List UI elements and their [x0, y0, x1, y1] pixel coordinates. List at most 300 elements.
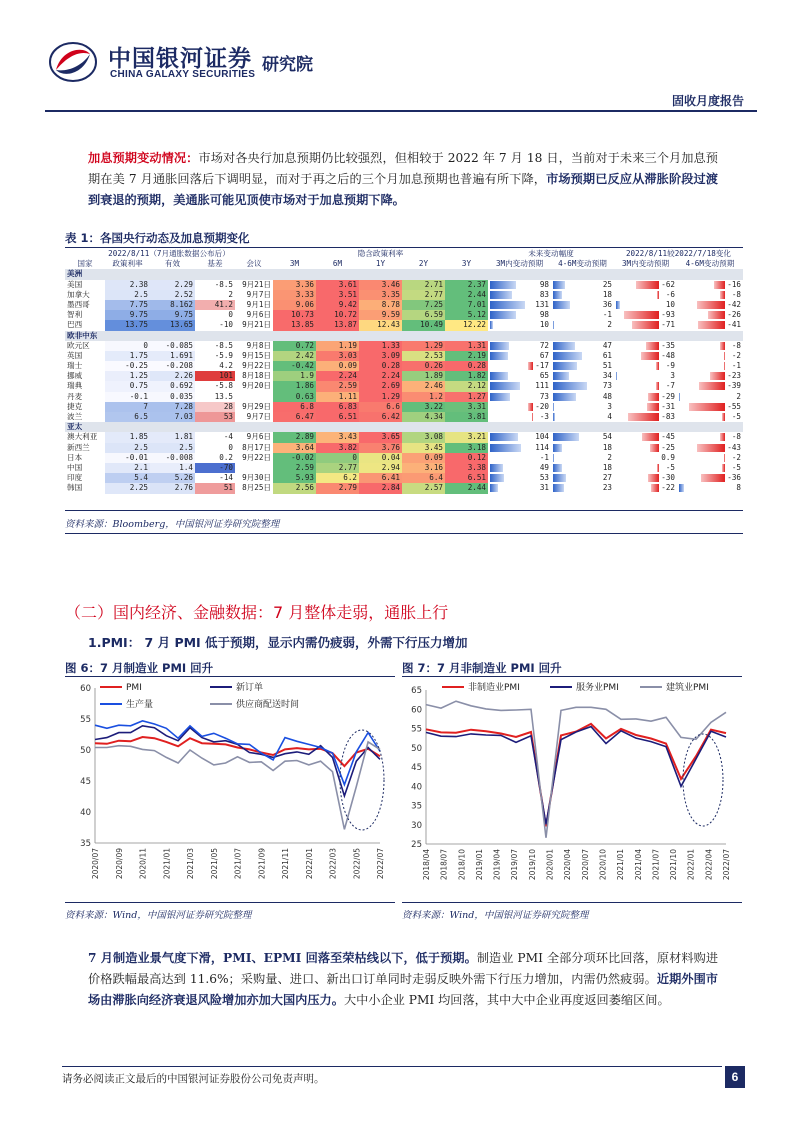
r6m-cell: 6.2: [316, 473, 359, 483]
table-source: 资料来源：Bloomberg，中国银河证券研究院整理: [65, 519, 280, 530]
meeting-cell: 9月7日: [246, 412, 271, 421]
r1y-cell: 8.78: [359, 300, 402, 310]
r3m-cell: 2.42: [273, 351, 316, 361]
country-cell: 韩国: [67, 483, 83, 493]
r6m-cell: 6.51: [316, 412, 359, 422]
f3m-cell-value: 104: [535, 432, 549, 442]
x-tick-label: 2021/01: [162, 848, 172, 880]
table-top-header: [65, 249, 743, 259]
series-line-2: [426, 727, 726, 825]
col-header: 3Y: [461, 259, 472, 269]
country-cell: 挪威: [67, 371, 83, 381]
y-tick-label: 35: [411, 801, 422, 812]
meeting-cell: 9月7日: [246, 289, 271, 299]
f3m-cell-value: 67: [539, 350, 549, 360]
f6m-cell: [551, 412, 614, 422]
x-tick-label: 2020/01: [545, 849, 555, 881]
r2y-cell: 3.08: [402, 432, 445, 442]
policy-cell: 0.75: [105, 381, 150, 391]
c6m-cell-value: -8: [731, 289, 741, 299]
c3m-cell: [614, 310, 677, 320]
x-tick-label: 2022/07: [722, 849, 731, 881]
col-header: 2Y: [418, 259, 429, 269]
col-header: 会议: [246, 259, 262, 269]
f3m-cell-bar: [490, 352, 508, 360]
y-tick-label: 60: [80, 684, 91, 694]
c6m-cell-value: 8: [736, 483, 741, 493]
c3m-cell-bar: [648, 474, 659, 482]
f3m-cell-bar: [490, 382, 520, 390]
f6m-cell: [551, 300, 614, 310]
galaxy-logo-icon: [48, 40, 98, 84]
closing-tail: 大中小企业 PMI 均回落，其中大中企业再度返回萎缩区间。: [343, 993, 670, 1007]
eff-cell: 1.81: [150, 432, 195, 442]
r3m-cell: 10.73: [273, 310, 316, 320]
c6m-cell: [677, 443, 743, 453]
r1y-cell: 0.04: [359, 453, 402, 463]
r2y-cell: 6.59: [402, 310, 445, 320]
f6m-cell: [551, 310, 614, 320]
c6m-cell-value: -23: [727, 371, 741, 381]
f3m-cell-bar: [490, 484, 498, 492]
r3y-cell: 0.12: [445, 453, 488, 463]
table-row: [65, 432, 743, 442]
r3m-cell: 2.56: [273, 483, 316, 493]
y-tick-label: 40: [411, 782, 422, 793]
f3m-cell: [488, 463, 551, 473]
series-line-4: [95, 742, 380, 830]
col-header: 3M: [289, 259, 300, 269]
y-tick-label: 25: [411, 840, 422, 850]
c3m-cell-bar: [624, 311, 659, 319]
meeting-cell: 8月25日: [242, 483, 271, 493]
country-cell: 日本: [67, 452, 83, 462]
c6m-cell-bar: [679, 393, 680, 401]
f6m-cell: [551, 361, 614, 371]
x-tick-label: 2021/01: [616, 849, 626, 881]
x-tick-label: 2021/07: [233, 848, 243, 880]
c3m-cell-bar: [657, 291, 659, 299]
table-row: [65, 361, 743, 371]
fig7-chart: [402, 678, 742, 900]
table-row: [65, 290, 743, 300]
r3y-cell: 1.27: [445, 392, 488, 402]
company-name-cn: 中国银河证券: [108, 46, 252, 72]
table-row: [65, 402, 743, 412]
y-tick-label: 40: [80, 808, 91, 818]
c6m-cell: [677, 361, 743, 371]
x-tick-label: 2019/04: [492, 849, 502, 881]
eff-cell: 0.692: [150, 381, 195, 391]
f3m-cell: [488, 381, 551, 391]
r6m-cell: 1.11: [316, 392, 359, 402]
r3y-cell: 6.51: [445, 473, 488, 483]
meeting-cell: 8月17日: [242, 442, 271, 452]
country-cell: 巴西: [67, 320, 83, 330]
region-row: [65, 422, 743, 432]
basis-cell: 0: [228, 442, 233, 452]
country-cell: 新西兰: [67, 442, 90, 452]
c6m-cell-value: -36: [727, 473, 741, 483]
th-group-date: 2022/8/11（7月通胀数据公布后）: [108, 249, 230, 258]
r3y-cell: 2.19: [445, 351, 488, 361]
f6m-cell-value: -1: [602, 310, 612, 320]
region-row: [65, 331, 743, 341]
basis-cell: -5.9: [214, 350, 233, 360]
c6m-cell-bar: [722, 413, 725, 421]
central-bank-table: [65, 249, 743, 494]
f6m-cell: [551, 443, 614, 453]
f6m-cell: [551, 392, 614, 402]
f6m-cell-value: 47: [602, 340, 612, 350]
c3m-cell: [614, 412, 677, 422]
f6m-cell-bar: [553, 444, 562, 452]
x-tick-label: 2019/10: [527, 849, 537, 881]
legend-label: PMI: [126, 683, 142, 693]
basis-cell: 2: [228, 289, 233, 299]
r1y-cell: 6.6: [359, 402, 402, 412]
c6m-cell-value: -5: [731, 462, 741, 472]
c6m-cell-value: -55: [727, 401, 741, 411]
c3m-cell-value: -35: [661, 340, 675, 350]
eff-cell: 2.5: [150, 443, 195, 453]
report-type: 固收月度报告: [671, 94, 744, 108]
f6m-cell: [551, 483, 614, 493]
r3y-cell: 2.37: [445, 280, 488, 290]
policy-cell: 2.5: [105, 290, 150, 300]
f3m-cell: [488, 483, 551, 493]
c3m-cell-bar: [628, 413, 659, 421]
f3m-cell-bar: [490, 301, 525, 309]
r3y-cell: 1.31: [445, 341, 488, 351]
basis-cell: 28: [195, 402, 235, 412]
c6m-cell: [677, 412, 743, 422]
meeting-cell: [235, 392, 273, 402]
f6m-cell: [551, 290, 614, 300]
c3m-cell: [614, 453, 677, 463]
c3m-cell: [614, 381, 677, 391]
f3m-cell: [488, 453, 551, 463]
y-tick-label: 50: [80, 746, 91, 756]
x-tick-label: 2022/04: [704, 849, 714, 881]
x-tick-label: 2019/01: [474, 849, 484, 881]
r6m-cell: 3.03: [316, 351, 359, 361]
meeting-cell: 9月1日: [246, 299, 271, 309]
country-cell: 波兰: [67, 412, 83, 421]
x-tick-label: 2021/03: [186, 848, 195, 880]
y-tick-label: 55: [80, 715, 91, 725]
f3m-cell: [488, 310, 551, 320]
x-tick-label: 2020/11: [138, 848, 148, 880]
c6m-cell: [677, 381, 743, 391]
institute-name: 研究院: [262, 55, 313, 75]
r1y-cell: 12.43: [359, 320, 402, 330]
r6m-cell: 2.77: [316, 463, 359, 473]
r1y-cell: 2.24: [359, 371, 402, 381]
f6m-cell-value: 34: [602, 371, 612, 381]
c3m-cell-value: -30: [661, 473, 675, 483]
country-cell: 澳大利亚: [67, 432, 98, 442]
f3m-cell: [488, 432, 551, 442]
c3m-cell-value: 10: [665, 299, 675, 309]
f6m-cell-bar: [553, 362, 577, 370]
f6m-cell-value: 48: [602, 391, 612, 401]
f6m-cell-value: 18: [602, 289, 612, 299]
r1y-cell: 1.33: [359, 341, 402, 351]
c6m-cell: [677, 392, 743, 402]
table-row: [65, 392, 743, 402]
r2y-cell: 6.4: [402, 473, 445, 483]
country-cell: 瑞士: [67, 361, 83, 371]
c3m-cell: [614, 371, 677, 381]
r2y-cell: 2.53: [402, 351, 445, 361]
f6m-cell: [551, 453, 614, 463]
f3m-cell: [488, 443, 551, 453]
country-cell: 英国: [67, 350, 83, 360]
c3m-cell-bar: [656, 362, 659, 370]
r2y-cell: 2.46: [402, 381, 445, 391]
f3m-cell-value: 114: [535, 442, 549, 452]
table-caption: 表 1：各国央行动态及加息预期变化: [65, 231, 250, 245]
r3m-cell: 3.36: [273, 280, 316, 290]
f6m-cell: [551, 473, 614, 483]
eff-cell: 7.03: [150, 412, 195, 422]
c6m-cell: [677, 432, 743, 442]
country-cell: 印度: [67, 473, 83, 483]
c3m-cell-value: 0.9: [661, 452, 675, 462]
f6m-cell-value: 27: [602, 473, 612, 483]
policy-cell: -0.25: [105, 361, 150, 371]
f6m-cell: [551, 432, 614, 442]
c6m-cell-bar: [720, 342, 725, 350]
r3y-cell: 7.01: [445, 300, 488, 310]
x-tick-label: 2022/05: [352, 848, 362, 880]
table-row: [65, 473, 743, 483]
f3m-cell-value: 98: [539, 310, 549, 320]
eff-cell: -0.208: [150, 361, 195, 371]
f3m-cell-bar: [528, 362, 533, 370]
policy-cell: 7.75: [105, 300, 150, 310]
f3m-cell: [488, 371, 551, 381]
f3m-cell-value: 73: [539, 391, 549, 401]
y-tick-label: 65: [411, 686, 422, 696]
c3m-cell-bar: [656, 382, 659, 390]
f6m-cell-value: 54: [602, 432, 612, 442]
c3m-cell-bar: [616, 372, 617, 380]
region-label: 欧非中东: [67, 330, 98, 340]
x-tick-label: 2022/03: [328, 848, 338, 880]
f3m-cell-value: 72: [539, 340, 549, 350]
f3m-cell-value: 98: [539, 279, 549, 289]
meeting-cell: 9月6日: [246, 432, 271, 442]
table-source-rule: [65, 533, 743, 534]
c3m-cell: [614, 320, 677, 330]
c6m-cell: [677, 402, 743, 412]
c6m-cell: [677, 290, 743, 300]
c6m-cell-bar: [724, 454, 725, 462]
c3m-cell: [614, 351, 677, 361]
legend-label: 新订单: [236, 683, 264, 693]
closing-lead: 7 月制造业景气度下滑，PMI、EPMI 回落至荣枯线以下，低于预期。: [88, 951, 477, 965]
f3m-cell-value: -17: [535, 361, 549, 371]
f6m-cell: [551, 341, 614, 351]
basis-cell: 41.2: [195, 300, 235, 310]
eff-cell: 8.162: [150, 300, 195, 310]
x-tick-label: 2020/10: [598, 849, 608, 881]
r3m-cell: -0.42: [273, 361, 316, 371]
region-label: 亚太: [67, 422, 83, 432]
c3m-cell: [614, 463, 677, 473]
r2y-cell: 1.29: [402, 341, 445, 351]
c3m-cell: [614, 392, 677, 402]
basis-cell: -70: [195, 463, 235, 473]
r2y-cell: 1.2: [402, 392, 445, 402]
eff-cell: -0.085: [150, 341, 195, 351]
r3y-cell: 0.28: [445, 361, 488, 371]
r6m-cell: 2.79: [316, 483, 359, 493]
r2y-cell: 0.26: [402, 361, 445, 371]
x-tick-label: 2018/04: [422, 849, 431, 881]
legend-label: 建筑业PMI: [666, 683, 709, 693]
f6m-cell-value: 3: [607, 401, 612, 411]
f3m-cell-value: 131: [535, 299, 549, 309]
x-tick-label: 2020/09: [114, 848, 124, 880]
c3m-cell-value: -83: [661, 412, 675, 421]
c6m-cell: [677, 300, 743, 310]
c6m-cell-bar: [714, 281, 725, 289]
r3y-cell: 1.82: [445, 371, 488, 381]
r1y-cell: 6.41: [359, 473, 402, 483]
c6m-cell-value: -1: [731, 361, 741, 371]
r3y-cell: 2.44: [445, 290, 488, 300]
r1y-cell: 3.76: [359, 443, 402, 453]
c3m-cell-value: -9: [665, 361, 675, 371]
col-header: 3M内变动预期: [495, 259, 544, 269]
closing-emphasis: 近期外围市场由滞胀向经济衰退风险增加亦加大国内压力。: [88, 972, 718, 1007]
page-number: 6: [725, 1066, 745, 1088]
eff-cell: 2.26: [150, 371, 195, 381]
basis-cell: 0.2: [219, 452, 233, 462]
table-body: [65, 269, 743, 493]
f3m-cell-value: 31: [539, 483, 549, 493]
fig7-top-rule: [402, 676, 742, 677]
basis-cell: 13.5: [214, 391, 233, 401]
c3m-cell-bar: [657, 464, 659, 472]
f3m-cell-bar: [490, 464, 503, 472]
c6m-cell-bar: [679, 484, 684, 492]
r6m-cell: 2.24: [316, 371, 359, 381]
c6m-cell-bar: [699, 382, 725, 390]
r3m-cell: 0.63: [273, 392, 316, 402]
eff-cell: 2.52: [150, 290, 195, 300]
x-tick-label: 2020/07: [580, 849, 590, 881]
y-tick-label: 30: [411, 820, 422, 831]
c6m-cell: [677, 473, 743, 483]
r3m-cell: 3.33: [273, 290, 316, 300]
c6m-cell-value: -8: [731, 340, 741, 350]
y-tick-label: 35: [80, 839, 91, 849]
c3m-cell: [614, 280, 677, 290]
basis-cell: -14: [219, 473, 233, 483]
eff-cell: 7.28: [150, 402, 195, 412]
meeting-cell: 9月8日: [246, 340, 271, 350]
r1y-cell: 3.46: [359, 280, 402, 290]
c3m-cell: [614, 483, 677, 493]
f6m-cell-bar: [553, 484, 564, 492]
legend-label: 生产量: [126, 700, 154, 710]
basis-cell: -8.5: [214, 279, 233, 289]
c6m-cell: [677, 483, 743, 493]
f6m-cell-bar: [553, 372, 569, 380]
r3m-cell: 3.64: [273, 443, 316, 453]
r2y-cell: 4.34: [402, 412, 445, 422]
x-tick-label: 2021/07: [651, 849, 661, 881]
fig6-source: 资料来源：Wind，中国银河证券研究院整理: [65, 910, 252, 921]
r6m-cell: 3.82: [316, 443, 359, 453]
f3m-cell: [488, 392, 551, 402]
f3m-cell-bar: [490, 372, 508, 380]
f6m-cell-value: 25: [602, 279, 612, 289]
th-group-future: 未来变动幅度: [528, 249, 574, 258]
r2y-cell: 2.71: [402, 280, 445, 290]
policy-cell: 2.1: [105, 463, 150, 473]
x-tick-label: 2018/10: [457, 849, 467, 881]
c3m-cell-bar: [647, 403, 659, 411]
region-label: 美洲: [67, 269, 83, 279]
col-header: 政策利率: [112, 259, 143, 269]
intro-paragraph: [88, 148, 718, 211]
c3m-cell-value: -5: [665, 462, 675, 472]
c3m-cell-bar: [650, 444, 659, 452]
r1y-cell: 6.42: [359, 412, 402, 422]
r3y-cell: 3.21: [445, 432, 488, 442]
eff-cell: 1.691: [150, 351, 195, 361]
c3m-cell: [614, 432, 677, 442]
f6m-cell-bar: [553, 301, 570, 309]
f3m-cell-bar: [490, 474, 504, 482]
eff-cell: 0.035: [150, 392, 195, 402]
f3m-cell: [488, 361, 551, 371]
r1y-cell: 9.59: [359, 310, 402, 320]
c6m-cell: [677, 320, 743, 330]
c6m-cell-bar: [720, 291, 725, 299]
c6m-cell-bar: [720, 433, 725, 441]
f3m-cell: [488, 320, 551, 330]
r6m-cell: 3.51: [316, 290, 359, 300]
c6m-cell-bar: [698, 321, 725, 329]
r3m-cell: 9.06: [273, 300, 316, 310]
y-tick-label: 50: [411, 743, 422, 754]
c6m-cell: [677, 310, 743, 320]
eff-cell: 9.75: [150, 310, 195, 320]
meeting-cell: 9月21日: [242, 279, 271, 289]
fig6-top-rule: [65, 676, 395, 677]
f6m-cell-value: 18: [602, 442, 612, 452]
r6m-cell: 13.87: [316, 320, 359, 330]
policy-cell: 5.4: [105, 473, 150, 483]
y-tick-label: 55: [411, 724, 422, 735]
c6m-cell-bar: [724, 352, 725, 360]
eff-cell: -0.008: [150, 453, 195, 463]
country-cell: 瑞典: [67, 381, 83, 391]
fig6-bottom-rule: [65, 902, 395, 903]
meeting-cell: 9月22日: [242, 361, 271, 371]
col-header: 6M: [332, 259, 343, 269]
policy-cell: 0: [105, 341, 150, 351]
c3m-cell-bar: [632, 321, 659, 329]
eff-cell: 1.4: [150, 463, 195, 473]
eff-cell: 2.76: [150, 483, 195, 493]
